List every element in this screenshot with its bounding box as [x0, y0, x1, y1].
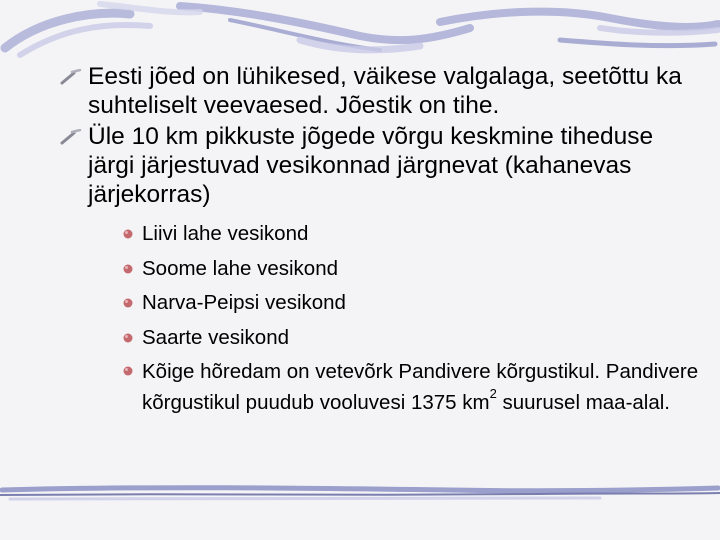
bullet-level2-item [120, 252, 700, 287]
sub-bullet-text: Narva-Peipsi vesikond [142, 291, 346, 314]
dot-bullet-icon [122, 332, 134, 344]
brush-bullet-icon [60, 69, 82, 85]
dot-bullet-icon [122, 297, 134, 309]
bullet-text: Eesti jõed on lühikesed, väikese valgalaga, seetõttu ka suhteliselt veevaesed. Jõestik on tihe. [88, 63, 682, 119]
bullet-level2-item [120, 217, 700, 252]
sub-bullet-text: Saarte vesikond [142, 325, 290, 349]
sub-bullet-text: Liivi lahe vesikond [142, 222, 309, 245]
dot-bullet-icon [122, 365, 134, 377]
dot-bullet-icon [122, 263, 134, 275]
slide-content [60, 62, 700, 418]
bullet-level1-item [60, 122, 700, 209]
superscript: 2 [489, 386, 497, 402]
dot-bullet-icon [122, 228, 134, 240]
bullet-level2-item [120, 321, 700, 356]
bottom-brush-decoration [0, 478, 720, 508]
bullet-level2-item [120, 355, 700, 418]
sub-bullet-text: Soome lahe vesikond [142, 256, 339, 280]
bullet-level2-item [120, 286, 700, 321]
sub-bullet-text: Kõige hõredam on vetevõrk Pandivere kõrgustikul. Pandivere kõrgustikul puudub vooluvesi 1375 km [142, 360, 699, 414]
bullet-level1-item [60, 62, 700, 120]
sub-bullet-list [60, 217, 700, 418]
top-brush-decoration [0, 0, 720, 60]
brush-bullet-icon [60, 129, 82, 145]
sub-bullet-text-tail: suurusel maa-alal. [496, 391, 671, 414]
bullet-text: Üle 10 km pikkuste jõgede võrgu keskmine tiheduse järgi järjestuvad vesikonnad järgnevat (kahanevas järjekorras) [88, 123, 654, 208]
